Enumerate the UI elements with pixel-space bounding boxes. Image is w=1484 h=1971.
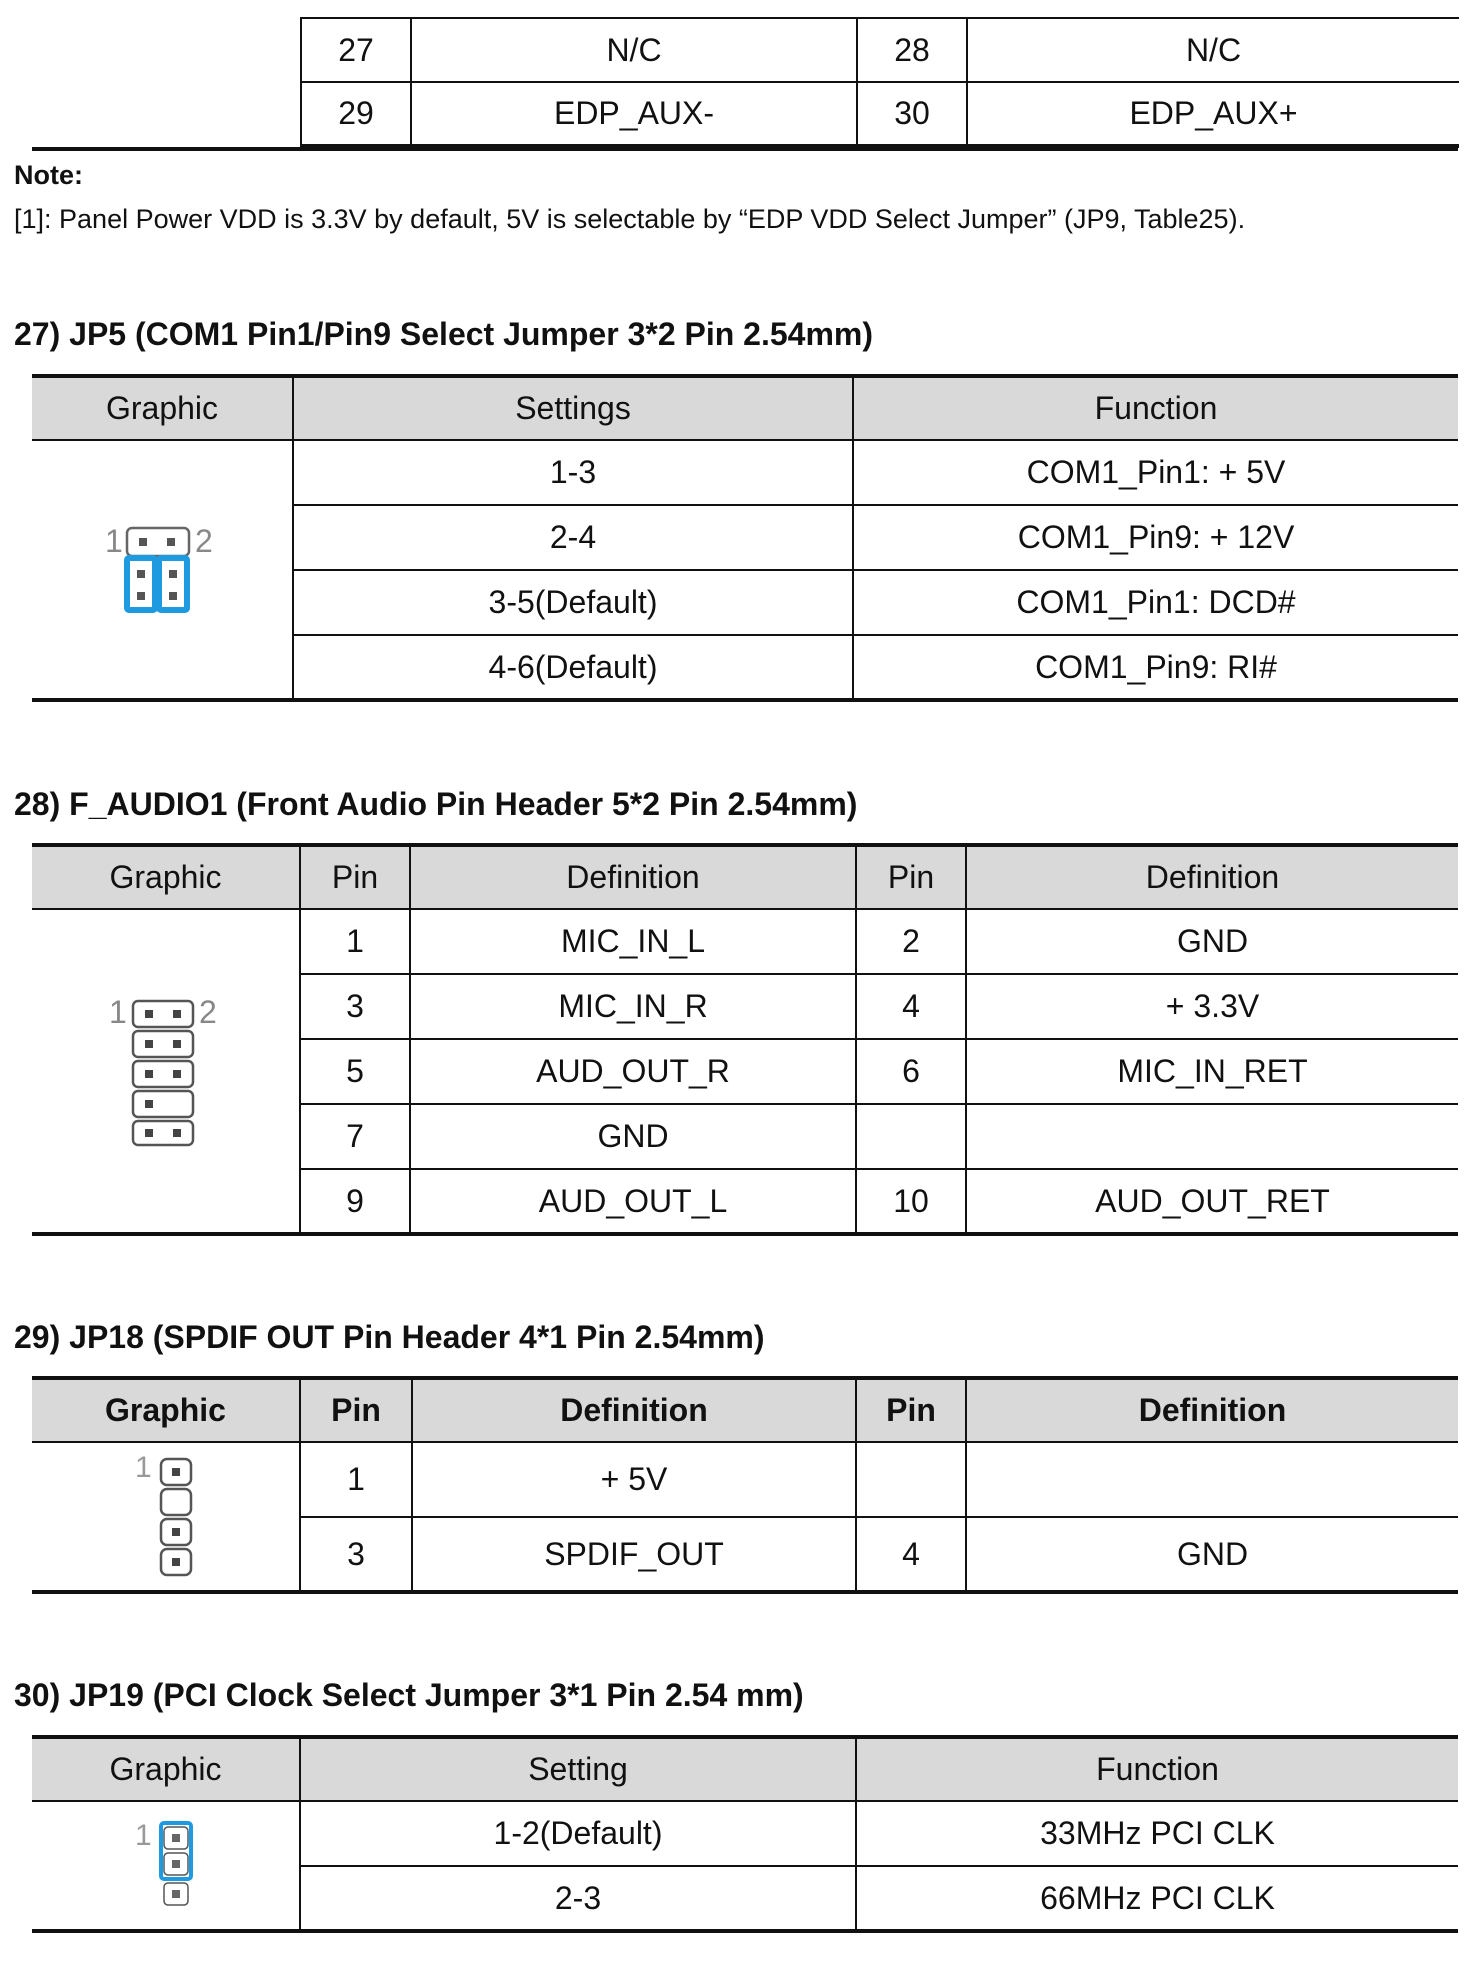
pin-number: 3: [300, 1517, 412, 1592]
pin-definition: [966, 1442, 1458, 1517]
section-heading-jp5: 27) JP5 (COM1 Pin1/Pin9 Select Jumper 3*2 Pin 2.54mm): [14, 316, 874, 352]
column-header: Function: [856, 1737, 1458, 1801]
column-header: Definition: [966, 1378, 1458, 1442]
pin-definition: N/C: [967, 18, 1459, 82]
function: 33MHz PCI CLK: [856, 1801, 1458, 1866]
pin-number: 4: [856, 1517, 966, 1592]
jumper-3x1-icon: [121, 1811, 211, 1913]
table-row: [32, 1442, 1458, 1517]
column-header: Graphic: [32, 845, 300, 909]
pin-number: 1: [300, 1442, 412, 1517]
pin-definition: [966, 1104, 1458, 1169]
column-header: Graphic: [32, 1378, 300, 1442]
svg-text:2: 2: [195, 522, 213, 559]
note-title: Note:: [14, 160, 83, 190]
note-text: [1]: Panel Power VDD is 3.3V by default, 5V is selectable by “EDP VDD Select Jumper” (JP9, Table25).: [14, 204, 1246, 234]
column-header: Graphic: [32, 376, 293, 440]
pin-definition: AUD_OUT_L: [410, 1169, 856, 1234]
pin-definition: EDP_AUX+: [1129, 95, 1298, 131]
column-header: Function: [853, 376, 1458, 440]
pin-header-5x2-icon: [101, 987, 231, 1147]
setting: 1-2(Default): [300, 1801, 856, 1866]
pin-number: 2: [856, 909, 966, 974]
pin-number: 9: [300, 1169, 410, 1234]
jp5-table: [32, 374, 1458, 702]
table-row: [32, 909, 1458, 974]
table-row: [301, 18, 1459, 82]
jumper-graphic-cell: [32, 1801, 300, 1931]
svg-text:1: 1: [134, 1450, 152, 1484]
pin-number: 28: [857, 18, 967, 82]
table-row: [32, 440, 1458, 505]
pin-number: 30: [857, 82, 967, 146]
pin-number: 10: [856, 1169, 966, 1234]
pin-number: 29: [301, 82, 411, 146]
pin-definition: GND: [1176, 1535, 1249, 1572]
setting: 1-3: [293, 440, 853, 505]
column-header: Pin: [856, 1378, 966, 1442]
f-audio1-table: [32, 843, 1458, 1236]
pin-definition: MIC_IN_L: [410, 909, 856, 974]
column-header: Pin: [300, 1378, 412, 1442]
pin-definition: N/C: [411, 18, 857, 82]
pin-number: 1: [300, 909, 410, 974]
column-header: Definition: [410, 845, 856, 909]
setting: 2-4: [293, 505, 853, 570]
function: 66MHz PCI CLK: [1040, 1879, 1275, 1916]
function: COM1_Pin9: + 12V: [853, 505, 1458, 570]
spdif-header-graphic-cell: [32, 1442, 300, 1592]
pin-definition: GND: [966, 909, 1458, 974]
setting: 4-6(Default): [293, 635, 853, 700]
pin-header-4x1-icon: [121, 1445, 211, 1581]
pin-number: 5: [300, 1039, 410, 1104]
table-bottom-rule: [32, 147, 1458, 151]
pin-number: 3: [300, 974, 410, 1039]
column-header: Pin: [856, 845, 966, 909]
section-heading-jp19: 30) JP19 (PCI Clock Select Jumper 3*1 Pin 2.54 mm): [14, 1677, 804, 1713]
svg-text:1: 1: [105, 522, 123, 559]
column-header: Pin: [300, 845, 410, 909]
pin-definition: + 3.3V: [966, 974, 1458, 1039]
pin-header-graphic-cell: [32, 909, 300, 1234]
jumper-graphic-cell: [32, 440, 293, 700]
pin-number: 27: [301, 18, 411, 82]
jumper-3x2-icon: [97, 516, 227, 616]
pin-definition: AUD_OUT_R: [410, 1039, 856, 1104]
pin-number: 7: [300, 1104, 410, 1169]
function: COM1_Pin1: DCD#: [853, 570, 1458, 635]
svg-text:1: 1: [108, 994, 127, 1030]
column-header: Settings: [293, 376, 853, 440]
pin-definition: MIC_IN_RET: [966, 1039, 1458, 1104]
pin-definition: EDP_AUX-: [411, 82, 857, 146]
section-heading-f-audio1: 28) F_AUDIO1 (Front Audio Pin Header 5*2 Pin 2.54mm): [14, 786, 858, 822]
pin-definition: AUD_OUT_RET: [1095, 1182, 1330, 1219]
pin-number: [856, 1442, 966, 1517]
pin-number: [856, 1104, 966, 1169]
pin-number: 4: [856, 974, 966, 1039]
column-header: Setting: [300, 1737, 856, 1801]
pin-definition: MIC_IN_R: [410, 974, 856, 1039]
column-header: Definition: [966, 845, 1458, 909]
svg-text:1: 1: [134, 1818, 152, 1852]
table-row: [32, 1801, 1458, 1866]
table-row: [301, 82, 1459, 146]
pin-definition: GND: [410, 1104, 856, 1169]
jp18-table: [32, 1376, 1458, 1594]
function: COM1_Pin9: RI#: [1035, 648, 1277, 685]
svg-text:2: 2: [198, 994, 217, 1030]
function: COM1_Pin1: + 5V: [853, 440, 1458, 505]
column-header: Graphic: [32, 1737, 300, 1801]
column-header: Definition: [412, 1378, 856, 1442]
pin-definition: + 5V: [412, 1442, 856, 1517]
setting: 2-3: [300, 1866, 856, 1931]
pin-number: 6: [856, 1039, 966, 1104]
setting: 3-5(Default): [293, 570, 853, 635]
pin-definition: SPDIF_OUT: [412, 1517, 856, 1592]
eDP-pin-table-continued: [300, 17, 1459, 148]
jp19-table: [32, 1735, 1458, 1933]
section-heading-jp18: 29) JP18 (SPDIF OUT Pin Header 4*1 Pin 2.54mm): [14, 1319, 765, 1355]
